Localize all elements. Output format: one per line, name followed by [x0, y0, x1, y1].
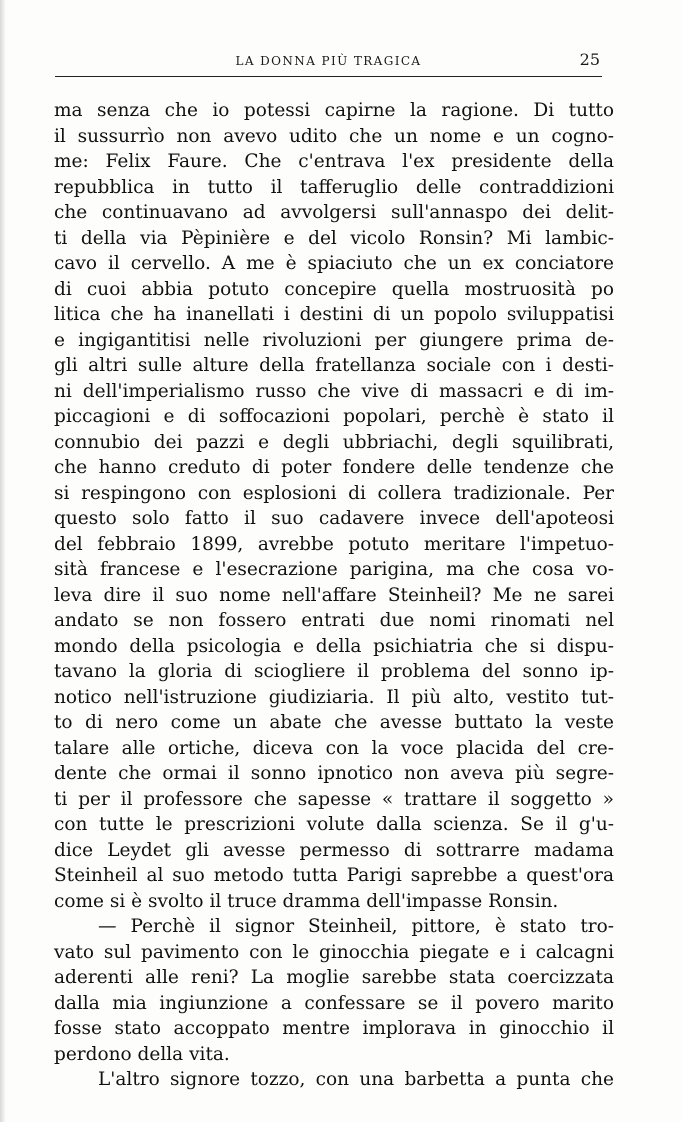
text-line: il sussurrìo non avevo udito che un nome e un cogno-	[54, 125, 614, 147]
text-line: ti della via Pèpinière e del vicolo Ronsin? Mi lambic-	[54, 227, 614, 249]
body-text	[54, 98, 614, 1093]
text-line: — Perchè il signor Steinheil, pittore, è stato tro-	[98, 916, 614, 937]
text-line: tavano la gloria di sciogliere il problema del sonno ip-	[54, 661, 614, 682]
text-line: L'altro signore tozzo, con una barbetta a punta che	[98, 1069, 614, 1090]
text-line: vato sul pavimento con le ginocchia piegate e i calcagni	[54, 941, 614, 963]
text-line: questo solo fatto il suo cadavere invece dell'apoteosi	[54, 508, 614, 529]
text-line: andato se non fossero entrati due nomi rinomati nel	[54, 610, 614, 631]
text-line: che hanno creduto di poter fondere delle tendenze che	[54, 457, 614, 478]
text-line: me: Felix Faure. Che c'entrava l'ex presidente della	[54, 151, 614, 172]
page-number: 25	[579, 50, 600, 69]
text-line: dice Leydet gli avesse permesso di sottrarre madama	[54, 839, 614, 861]
text-line: mondo della psicologia e della psichiatria che si dispu-	[54, 635, 614, 657]
text-line: cavo il cervello. A me è spiaciuto che un ex conciatore	[54, 253, 614, 274]
text-line: e ingigantitisi nelle rivoluzioni per giungere prima de-	[54, 329, 614, 351]
text-line: come si è svolto il truce dramma dell'impasse Ronsin.	[54, 890, 559, 912]
running-header	[55, 44, 602, 77]
text-line: to di nero come un abate che avesse buttato la veste	[54, 712, 614, 733]
running-title: LA DONNA PIÙ TRAGICA	[235, 54, 422, 68]
text-line: con tutte le prescrizioni volute dalla scienza. Se il g'u-	[54, 814, 614, 835]
text-line: ni dell'imperialismo russo che vive di massacri e di im-	[54, 380, 614, 402]
text-line: piccagioni e di soffocazioni popolari, perchè è stato il	[54, 406, 614, 427]
text-line: aderenti alle reni? La moglie sarebbe stata coercizzata	[54, 967, 614, 988]
text-line: si respingono con esplosioni di collera tradizionale. Per	[54, 482, 614, 504]
text-line: che continuavano ad avvolgersi sull'annaspo dei delit-	[54, 202, 614, 223]
text-line: Steinheil al suo metodo tutta Parigi saprebbe a quest'ora	[54, 865, 614, 886]
text-line: repubblica in tutto il tafferuglio delle contraddizioni	[54, 176, 614, 198]
text-line: leva dire il suo nome nell'affare Steinheil? Me ne sarei	[54, 584, 614, 606]
text-line: litica che ha inanellati i destini di un popolo sviluppatisi	[54, 304, 614, 325]
text-line: gli altri sulle alture della fratellanza sociale con i desti-	[54, 355, 614, 376]
text-line: dente che ormai il sonno ipnotico non aveva più segre-	[54, 763, 614, 784]
text-line: dalla mia ingiunzione a confessare se il povero marito	[54, 992, 614, 1014]
text-line: fosse stato accoppato mentre implorava in ginocchio il	[54, 1018, 614, 1039]
text-line: notico nell'istruzione giudiziaria. Il più alto, vestito tut-	[54, 686, 614, 708]
text-line: del febbraio 1899, avrebbe potuto meritare l'impetuo-	[54, 533, 614, 555]
text-line: ma senza che io potessi capirne la ragione. Di tutto	[54, 100, 614, 121]
text-line: connubio dei pazzi e degli ubbriachi, degli squilibrati,	[54, 431, 614, 453]
text-line: talare alle ortiche, diceva con la voce placida del cre-	[54, 737, 614, 759]
text-line: perdono della vita.	[54, 1043, 230, 1065]
text-line: sità francese e l'esecrazione parigina, ma che cosa vo-	[54, 559, 614, 580]
text-line: di cuoi abbia potuto concepire quella mostruosità po	[54, 278, 614, 300]
text-line: ti per il professore che sapesse « trattare il soggetto »	[54, 788, 614, 810]
